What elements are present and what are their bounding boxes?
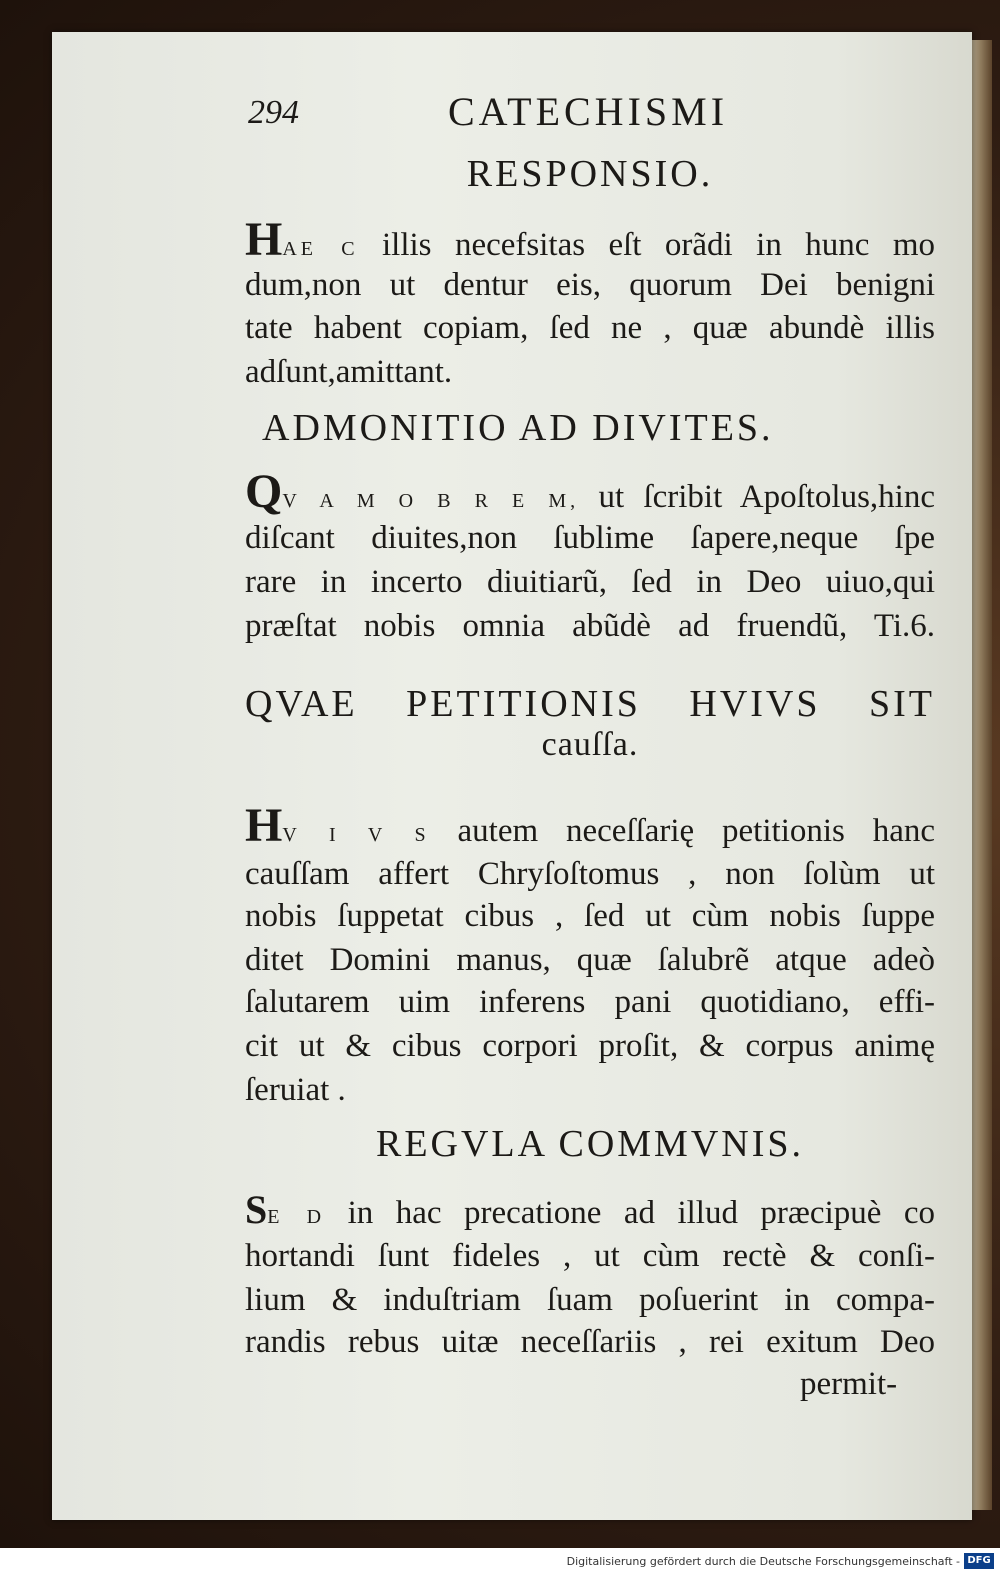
text-line: randis rebus uitæ neceſſariis , rei exitum Deo <box>245 1324 935 1360</box>
text-line: nobis ſuppetat cibus , ſed ut cùm nobis ſuppe <box>245 898 935 934</box>
text-line: HV I V S autem neceſſarię petitionis hanc <box>245 799 935 852</box>
section-heading-regula: REGVLA COMMVNIS. <box>375 1123 805 1165</box>
text-line: cit ut & cibus corpori proſit, & corpus animę <box>245 1028 935 1064</box>
text-line: cauſſam affert Chryſoſtomus , non ſolùm ut <box>245 856 935 892</box>
small-caps: E D <box>267 1206 326 1228</box>
page-number: 294 <box>248 94 299 131</box>
drop-capital: H <box>245 799 283 852</box>
running-title: CATECHISMI <box>448 89 729 134</box>
drop-capital: Q <box>245 465 283 518</box>
text-line: ſalutarem uim inferens pani quotidiano, effi- <box>245 984 935 1020</box>
text-line: diſcant diuites,non ſublime ſapere,neque ſpe <box>245 520 935 556</box>
text-line: hortandi ſunt fideles , ut cùm rectè & conſi- <box>245 1238 935 1274</box>
text-line: lium & induſtriam ſuam poſuerint in compa- <box>245 1282 935 1318</box>
text-line: rare in incerto diuitiarũ, ſed in Deo uiuo,qui <box>245 564 935 600</box>
section-heading-responsio: RESPONSIO. <box>466 153 714 195</box>
section-heading-admonitio: ADMONITIO AD DIVITES. <box>262 407 774 449</box>
small-caps: V A M O B R E M, <box>282 490 580 512</box>
funding-credit: Digitalisierung gefördert durch die Deutsche Forschungsgemeinschaft - <box>566 1555 960 1568</box>
text-line: tate habent copiam, ſed ne , quæ abundè illis <box>245 310 935 346</box>
text-line: QV A M O B R E M, ut ſcribit Apoſtolus,hinc <box>245 465 935 518</box>
small-caps: V I V S <box>282 824 430 846</box>
text-line: SE D in hac precatione ad illud præcipuè co <box>245 1187 935 1232</box>
text-line: HAE C illis necefsitas eſt orãdi in hunc mo <box>245 213 936 266</box>
drop-capital: S <box>245 1187 268 1232</box>
text-line: adſunt,amittant. <box>245 354 453 390</box>
text-line: præſtat nobis omnia abũdè ad fruendũ, Ti.6. <box>245 608 935 644</box>
text-line: ditet Domini manus, quæ ſalubrẽ atque adeò <box>245 942 935 978</box>
section-heading-quae-petitionis: QVAE PETITIONIS HVIVS SIT <box>245 683 935 725</box>
catchword: permit- <box>800 1366 898 1402</box>
small-caps: AE C <box>282 238 359 260</box>
footer-bar <box>0 1548 1000 1577</box>
text-line: dum,non ut dentur eis, quorum Dei benigni <box>245 267 935 303</box>
text-line: ſeruiat . <box>245 1072 346 1108</box>
section-heading-caussa: cauſſa. <box>541 726 639 763</box>
drop-capital: H <box>245 213 283 266</box>
dfg-logo: DFG <box>964 1553 994 1569</box>
